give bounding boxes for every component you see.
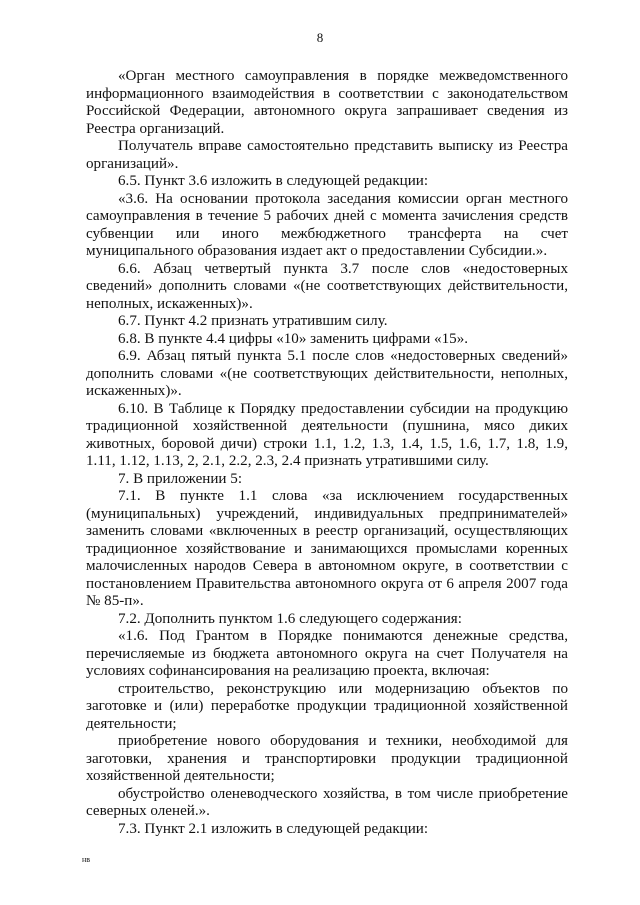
paragraph: 6.6. Абзац четвертый пункта 3.7 после слов «недостоверных сведений» дополнить словами «(не соответствующих действительности, неполных, искаженных)».	[86, 260, 568, 312]
paragraph: приобретение нового оборудования и техники, необходимой для заготовки, хранения и транспортировки продукции традиционной хозяйственной деятельности;	[86, 733, 568, 784]
paragraph: обустройство оленеводческого хозяйства, в том числе приобретение северных оленей.».	[86, 785, 568, 819]
paragraph: 6.9. Абзац пятый пункта 5.1 после слов «недостоверных сведений» дополнить словами «(не соответствующих действительности, неполных, искаженных)».	[86, 348, 568, 399]
paragraph: 6.10. В Таблице к Порядку предоставлении субсидии на продукцию традиционной хозяйственной деятельности (пушнина, мясо диких животных, боровой дичи) строки 1.1, 1.2, 1.3, 1.4, 1.5, 1.6, 1.7, 1.8, 1.9, 1.11, 1.12, 1.13, 2, 2.1, 2.2, 2.3, 2.4 признать утратившими силу.	[86, 400, 568, 469]
paragraph: «1.6. Под Грантом в Порядке понимаются денежные средства, перечисляемые из бюджета автономного округа на счет Получателя на условиях софинансирования на реализацию проекта, включая:	[86, 628, 568, 679]
paragraph: 6.7. Пункт 4.2 признать утратившим силу.	[118, 313, 388, 329]
paragraph: «Орган местного самоуправления в порядке межведомственного информационного взаимодействия в соответствии с законодательством Российской Федерации, автономного округа запрашивает сведения из Реестра организаций.	[86, 68, 568, 137]
paragraph: «3.6. На основании протокола заседания комиссии орган местного самоуправления в течение 5 рабочих дней с момента зачисления средств субвенции или иного межбюджетного трансферта на счет муниципального образования издает акт о предоставлении Субсидии.».	[86, 190, 568, 259]
paragraph: Получатель вправе самостоятельно представить выписку из Реестра организаций».	[86, 138, 568, 172]
footer-initials: нв	[82, 855, 91, 864]
page-number: 8	[316, 30, 324, 45]
paragraph: 7.3. Пункт 2.1 изложить в следующей редакции:	[118, 820, 429, 837]
document-body	[86, 68, 568, 838]
paragraph: 7.2. Дополнить пунктом 1.6 следующего содержания:	[118, 610, 462, 627]
paragraph: 6.8. В пункте 4.4 цифры «10» заменить цифрами «15».	[118, 330, 469, 347]
paragraph: 7.1. В пункте 1.1 слова «за исключением государственных (муниципальных) учреждений, индивидуальных предпринимателей» заменить словами «включенных в реестр организаций, осуществляющих традиционное хозяйствование и занимающихся промыслами коренных малочисленных народов Севера в автономном округе, в соответствии с постановлением Правительства автономного округа от 6 апреля 2007 года № 85-п».	[86, 488, 568, 609]
paragraph: строительство, реконструкцию или модернизацию объектов по заготовке и (или) переработке продукции традиционной хозяйственной деятельности;	[86, 680, 568, 732]
paragraph: 7. В приложении 5:	[118, 470, 243, 487]
paragraph: 6.5. Пункт 3.6 изложить в следующей редакции:	[118, 173, 429, 189]
